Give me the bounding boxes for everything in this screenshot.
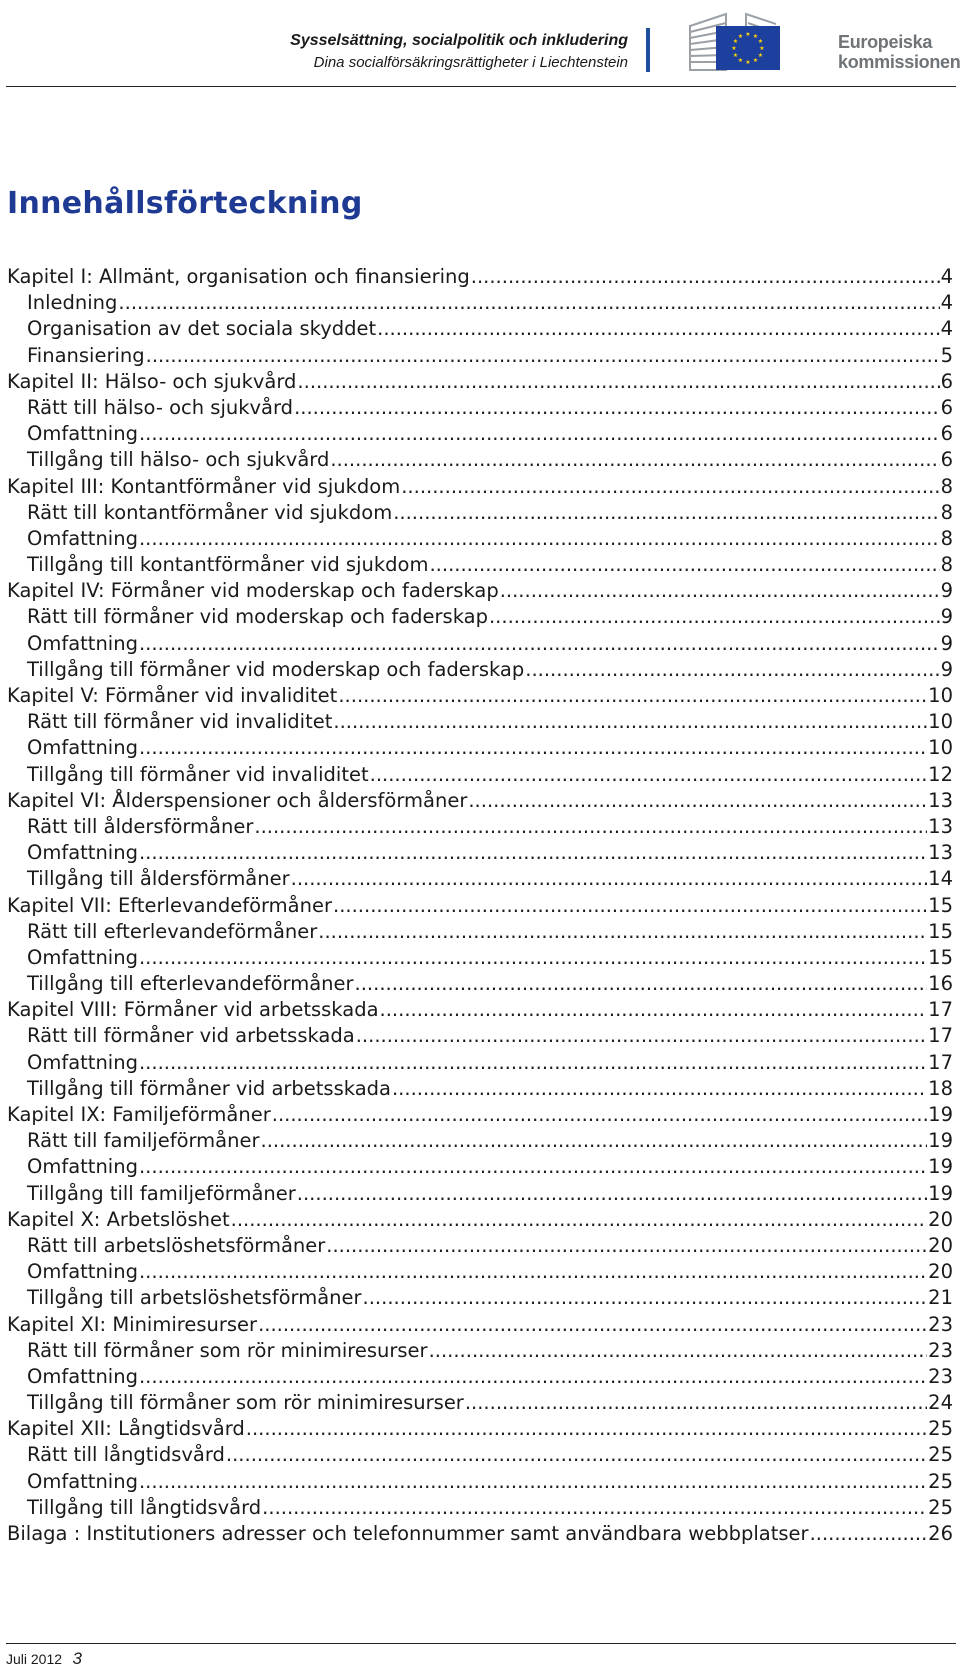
toc-entry-page: 13	[928, 788, 953, 812]
toc-dot-leader	[139, 526, 940, 552]
toc-dot-leader	[139, 1259, 927, 1285]
toc-dot-leader	[139, 631, 940, 657]
toc-entry-label: Omfattning	[27, 945, 138, 969]
toc-section-entry[interactable]	[7, 447, 953, 473]
toc-dot-leader	[261, 1128, 928, 1154]
toc-entry-label: Tillgång till förmåner som rör minimiresurser	[27, 1391, 464, 1415]
header-accent-bar	[646, 28, 650, 72]
toc-entry-label: Rätt till långtidsvård	[27, 1443, 225, 1467]
toc-entry-page: 8	[940, 526, 953, 550]
toc-section-entry[interactable]	[7, 631, 953, 657]
toc-dot-leader	[525, 657, 939, 683]
toc-entry-label: Tillgång till långtidsvård	[27, 1495, 262, 1519]
toc-entry-label: Tillgång till kontantförmåner vid sjukdom	[27, 553, 429, 577]
svg-text:★: ★	[737, 57, 744, 64]
page-footer	[6, 1650, 82, 1669]
toc-section-entry[interactable]	[7, 971, 953, 997]
toc-dot-leader	[291, 866, 928, 892]
toc-section-entry[interactable]	[7, 526, 953, 552]
toc-dot-leader	[139, 1469, 927, 1495]
toc-dot-leader	[146, 343, 940, 369]
toc-entry-page: 4	[940, 317, 953, 341]
toc-entry-label: Rätt till efterlevandeförmåner	[27, 919, 318, 943]
toc-entry-label: Tillgång till efterlevandeförmåner	[27, 972, 354, 996]
toc-chapter-entry[interactable]	[7, 578, 953, 604]
toc-entry-label: Tillgång till familjeförmåner	[27, 1181, 296, 1205]
toc-entry-label: Rätt till arbetslöshetsförmåner	[27, 1233, 326, 1257]
toc-entry-page: 9	[940, 579, 953, 603]
toc-section-entry[interactable]	[7, 1050, 953, 1076]
toc-entry-page: 10	[928, 736, 953, 760]
toc-entry-label: Kapitel I: Allmänt, organisation och finansiering	[7, 265, 470, 288]
toc-entry-label: Kapitel X: Arbetslöshet	[7, 1207, 230, 1231]
toc-dot-leader	[258, 1312, 927, 1338]
toc-entry-page: 20	[928, 1260, 953, 1284]
toc-entry-page: 6	[940, 448, 953, 472]
toc-entry-label: Omfattning	[27, 736, 138, 760]
toc-entry-page: 5	[940, 343, 953, 367]
svg-text:★: ★	[732, 52, 739, 59]
toc-entry-label: Kapitel XI: Minimiresurser	[7, 1312, 258, 1336]
toc-dot-leader	[338, 683, 927, 709]
toc-entry-page: 16	[928, 972, 953, 996]
ec-wordmark-line1: Europeiska	[838, 32, 933, 52]
header-text-block	[280, 30, 628, 74]
toc-chapter-entry[interactable]	[7, 1207, 953, 1233]
toc-entry-page: 15	[928, 919, 953, 943]
toc-entry-page: 13	[928, 841, 953, 865]
toc-dot-leader	[297, 1181, 927, 1207]
toc-chapter-entry[interactable]	[7, 893, 953, 919]
toc-section-entry[interactable]	[7, 395, 953, 421]
toc-section-entry[interactable]	[7, 657, 953, 683]
toc-section-entry[interactable]	[7, 1469, 953, 1495]
toc-dot-leader	[326, 1233, 927, 1259]
toc-entry-label: Inledning	[27, 291, 118, 315]
toc-dot-leader	[393, 500, 939, 526]
toc-dot-leader	[401, 474, 939, 500]
toc-entry-label: Rätt till förmåner vid arbetsskada	[27, 1024, 355, 1048]
toc-entry-label: Omfattning	[27, 422, 138, 446]
toc-chapter-entry[interactable]	[7, 788, 953, 814]
toc-entry-label: Rätt till förmåner vid moderskap och faderskap	[27, 605, 488, 629]
toc-entry-label: Omfattning	[27, 1260, 138, 1284]
toc-section-entry[interactable]	[7, 814, 953, 840]
toc-entry-page: 19	[928, 1129, 953, 1153]
svg-text:★: ★	[731, 45, 737, 52]
toc-entry-page: 13	[928, 814, 953, 838]
toc-chapter-entry[interactable]	[7, 1521, 953, 1547]
toc-section-entry[interactable]	[7, 1442, 953, 1468]
toc-entry-page: 23	[928, 1312, 953, 1336]
footer-date: Juli 2012	[6, 1651, 63, 1667]
toc-entry-label: Rätt till hälso- och sjukvård	[27, 395, 294, 419]
toc-section-entry[interactable]	[7, 1338, 953, 1364]
toc-entry-page: 6	[940, 395, 953, 419]
toc-entry-page: 9	[940, 605, 953, 629]
toc-dot-leader	[471, 264, 940, 290]
toc-dot-leader	[139, 1154, 927, 1180]
toc-section-entry[interactable]	[7, 840, 953, 866]
toc-dot-leader	[810, 1521, 928, 1547]
header-divider	[6, 86, 956, 87]
toc-entry-page: 23	[928, 1338, 953, 1362]
toc-entry-label: Omfattning	[27, 526, 138, 550]
toc-section-entry[interactable]	[7, 1023, 953, 1049]
toc-section-entry[interactable]	[7, 1154, 953, 1180]
page-header	[0, 0, 960, 90]
toc-dot-leader	[356, 1023, 927, 1049]
svg-text:★: ★	[737, 33, 744, 40]
toc-section-entry[interactable]	[7, 945, 953, 971]
toc-entry-page: 4	[940, 265, 953, 288]
toc-entry-label: Tillgång till förmåner vid moderskap och faderskap	[27, 657, 525, 681]
toc-entry-page: 12	[928, 762, 953, 786]
toc-entry-page: 19	[928, 1181, 953, 1205]
svg-text:★: ★	[745, 59, 751, 66]
toc-dot-leader	[392, 1076, 927, 1102]
toc-dot-leader	[363, 1285, 928, 1311]
toc-entry-label: Omfattning	[27, 1364, 138, 1388]
toc-dot-leader	[139, 421, 940, 447]
toc-entry-page: 20	[928, 1233, 953, 1257]
toc-entry-label: Omfattning	[27, 1050, 138, 1074]
toc-entry-page: 19	[928, 1103, 953, 1126]
toc-dot-leader	[500, 578, 940, 604]
toc-entry-label: Bilaga : Institutioners adresser och telefonnummer samt användbara webbplatser	[7, 1522, 809, 1545]
toc-entry-page: 6	[940, 422, 953, 446]
toc-section-entry[interactable]	[7, 1259, 953, 1285]
toc-dot-leader	[246, 1416, 927, 1442]
toc-chapter-entry[interactable]	[7, 997, 953, 1023]
toc-section-entry[interactable]	[7, 1495, 953, 1521]
toc-section-entry[interactable]	[7, 343, 953, 369]
toc-section-entry[interactable]	[7, 735, 953, 761]
toc-entry-page: 15	[928, 893, 953, 917]
svg-text:★: ★	[752, 33, 759, 40]
toc-entry-page: 14	[928, 867, 953, 891]
toc-section-entry[interactable]	[7, 866, 953, 892]
toc-dot-leader	[429, 1338, 928, 1364]
toc-section-entry[interactable]	[7, 552, 953, 578]
toc-entry-page: 10	[928, 684, 953, 707]
toc-dot-leader	[333, 893, 927, 919]
toc-entry-page: 20	[928, 1207, 953, 1231]
toc-entry-page: 19	[928, 1155, 953, 1179]
toc-section-entry[interactable]	[7, 1076, 953, 1102]
svg-text:★: ★	[757, 38, 764, 45]
toc-entry-page: 4	[940, 291, 953, 315]
toc-dot-leader	[139, 1050, 927, 1076]
toc-section-entry[interactable]	[7, 604, 953, 630]
toc-entry-page: 17	[928, 1050, 953, 1074]
toc-entry-label: Tillgång till arbetslöshetsförmåner	[27, 1286, 362, 1310]
toc-entry-label: Tillgång till åldersförmåner	[27, 867, 290, 891]
toc-section-entry[interactable]	[7, 421, 953, 447]
toc-entry-label: Omfattning	[27, 631, 138, 655]
toc-entry-label: Finansiering	[27, 343, 145, 367]
toc-dot-leader	[139, 945, 927, 971]
toc-entry-label: Rätt till familjeförmåner	[27, 1129, 260, 1153]
toc-entry-label: Rätt till förmåner vid invaliditet	[27, 710, 333, 734]
toc-section-entry[interactable]	[7, 1390, 953, 1416]
toc-dot-leader	[254, 814, 927, 840]
toc-entry-page: 24	[928, 1391, 953, 1415]
toc-dot-leader	[370, 762, 928, 788]
toc-entry-page: 25	[928, 1495, 953, 1519]
toc-dot-leader	[318, 919, 927, 945]
toc-entry-page: 18	[928, 1076, 953, 1100]
header-title: Sysselsättning, socialpolitik och inkludering	[290, 32, 628, 49]
toc-entry-label: Rätt till förmåner som rör minimiresurser	[27, 1338, 428, 1362]
svg-text:★: ★	[752, 57, 759, 64]
footer-divider	[6, 1643, 956, 1644]
toc-chapter-entry[interactable]	[7, 264, 953, 290]
toc-entry-page: 9	[940, 631, 953, 655]
toc-entry-label: Kapitel IV: Förmåner vid moderskap och faderskap	[7, 579, 499, 603]
toc-section-entry[interactable]	[7, 1285, 953, 1311]
toc-dot-leader	[226, 1442, 927, 1468]
toc-title: Innehållsförteckning	[7, 186, 363, 221]
toc-entry-label: Organisation av det sociala skyddet	[27, 317, 377, 341]
toc-dot-leader	[330, 447, 939, 473]
toc-chapter-entry[interactable]	[7, 683, 953, 709]
toc-entry-label: Kapitel VIII: Förmåner vid arbetsskada	[7, 998, 379, 1022]
toc-entry-page: 21	[928, 1286, 953, 1310]
toc-section-entry[interactable]	[7, 1181, 953, 1207]
svg-text:★: ★	[732, 38, 739, 45]
toc-chapter-entry[interactable]	[7, 1102, 953, 1128]
header-subtitle: Dina socialförsäkringsrättigheter i Liechtenstein	[313, 54, 628, 71]
toc-entry-page: 8	[940, 500, 953, 524]
toc-dot-leader	[333, 709, 927, 735]
toc-entry-label: Tillgång till förmåner vid invaliditet	[27, 762, 369, 786]
toc-section-entry[interactable]	[7, 316, 953, 342]
toc-entry-label: Kapitel III: Kontantförmåner vid sjukdom	[7, 474, 401, 498]
toc-entry-label: Kapitel VII: Efterlevandeförmåner	[7, 893, 332, 917]
toc-dot-leader	[139, 1364, 927, 1390]
ec-wordmark	[838, 32, 960, 72]
toc-section-entry[interactable]	[7, 762, 953, 788]
toc-chapter-entry[interactable]	[7, 369, 953, 395]
toc-dot-leader	[377, 316, 939, 342]
toc-entry-label: Kapitel IX: Familjeförmåner	[7, 1103, 271, 1126]
toc-chapter-entry[interactable]	[7, 1416, 953, 1442]
toc-entry-label: Rätt till kontantförmåner vid sjukdom	[27, 500, 393, 524]
eu-flag-icon	[716, 26, 780, 70]
svg-text:★: ★	[757, 52, 764, 59]
toc-dot-leader	[355, 971, 928, 997]
toc-dot-leader	[139, 735, 927, 761]
toc-section-entry[interactable]	[7, 500, 953, 526]
toc-chapter-entry[interactable]	[7, 474, 953, 500]
toc-entry-label: Tillgång till hälso- och sjukvård	[27, 448, 330, 472]
toc-entry-label: Rätt till åldersförmåner	[27, 814, 254, 838]
toc-dot-leader	[272, 1102, 927, 1128]
toc-section-entry[interactable]	[7, 1128, 953, 1154]
toc-entry-page: 6	[940, 369, 953, 393]
ec-wordmark-line2: kommissionen	[838, 52, 960, 72]
toc-entry-page: 8	[940, 553, 953, 577]
svg-text:★: ★	[759, 45, 765, 52]
toc-dot-leader	[380, 997, 928, 1023]
toc-dot-leader	[139, 840, 927, 866]
toc-entry-page: 10	[928, 710, 953, 734]
toc-entry-page: 26	[928, 1522, 953, 1545]
toc-dot-leader	[231, 1207, 928, 1233]
toc-entry-label: Kapitel II: Hälso- och sjukvård	[7, 369, 297, 393]
toc-entry-label: Omfattning	[27, 1469, 138, 1493]
toc-section-entry[interactable]	[7, 290, 953, 316]
toc-entry-page: 25	[928, 1443, 953, 1467]
toc-entry-label: Omfattning	[27, 1155, 138, 1179]
toc-entry-label: Kapitel XII: Långtidsvård	[7, 1417, 245, 1441]
toc-entry-label: Tillgång till förmåner vid arbetsskada	[27, 1076, 391, 1100]
svg-text:★: ★	[745, 31, 751, 38]
toc-section-entry[interactable]	[7, 919, 953, 945]
toc-entry-page: 17	[928, 998, 953, 1022]
toc-entry-page: 25	[928, 1417, 953, 1441]
toc-entry-page: 8	[940, 474, 953, 498]
toc-section-entry[interactable]	[7, 709, 953, 735]
toc-dot-leader	[468, 788, 927, 814]
toc-dot-leader	[489, 604, 940, 630]
toc-dot-leader	[465, 1390, 927, 1416]
toc-chapter-entry[interactable]	[7, 1312, 953, 1338]
table-of-contents	[7, 264, 953, 1547]
toc-dot-leader	[118, 290, 939, 316]
footer-page-number: 3	[72, 1649, 82, 1668]
toc-entry-page: 9	[940, 657, 953, 681]
toc-entry-label: Kapitel VI: Ålderspensioner och åldersförmåner	[7, 788, 468, 812]
toc-dot-leader	[429, 552, 939, 578]
toc-entry-page: 17	[928, 1024, 953, 1048]
toc-entry-page: 25	[928, 1469, 953, 1493]
toc-dot-leader	[262, 1495, 927, 1521]
toc-entry-page: 23	[928, 1364, 953, 1388]
toc-dot-leader	[294, 395, 940, 421]
toc-entry-label: Kapitel V: Förmåner vid invaliditet	[7, 684, 338, 707]
toc-entry-label: Omfattning	[27, 841, 138, 865]
toc-section-entry[interactable]	[7, 1364, 953, 1390]
toc-dot-leader	[297, 369, 939, 395]
toc-entry-page: 15	[928, 945, 953, 969]
toc-section-entry[interactable]	[7, 1233, 953, 1259]
